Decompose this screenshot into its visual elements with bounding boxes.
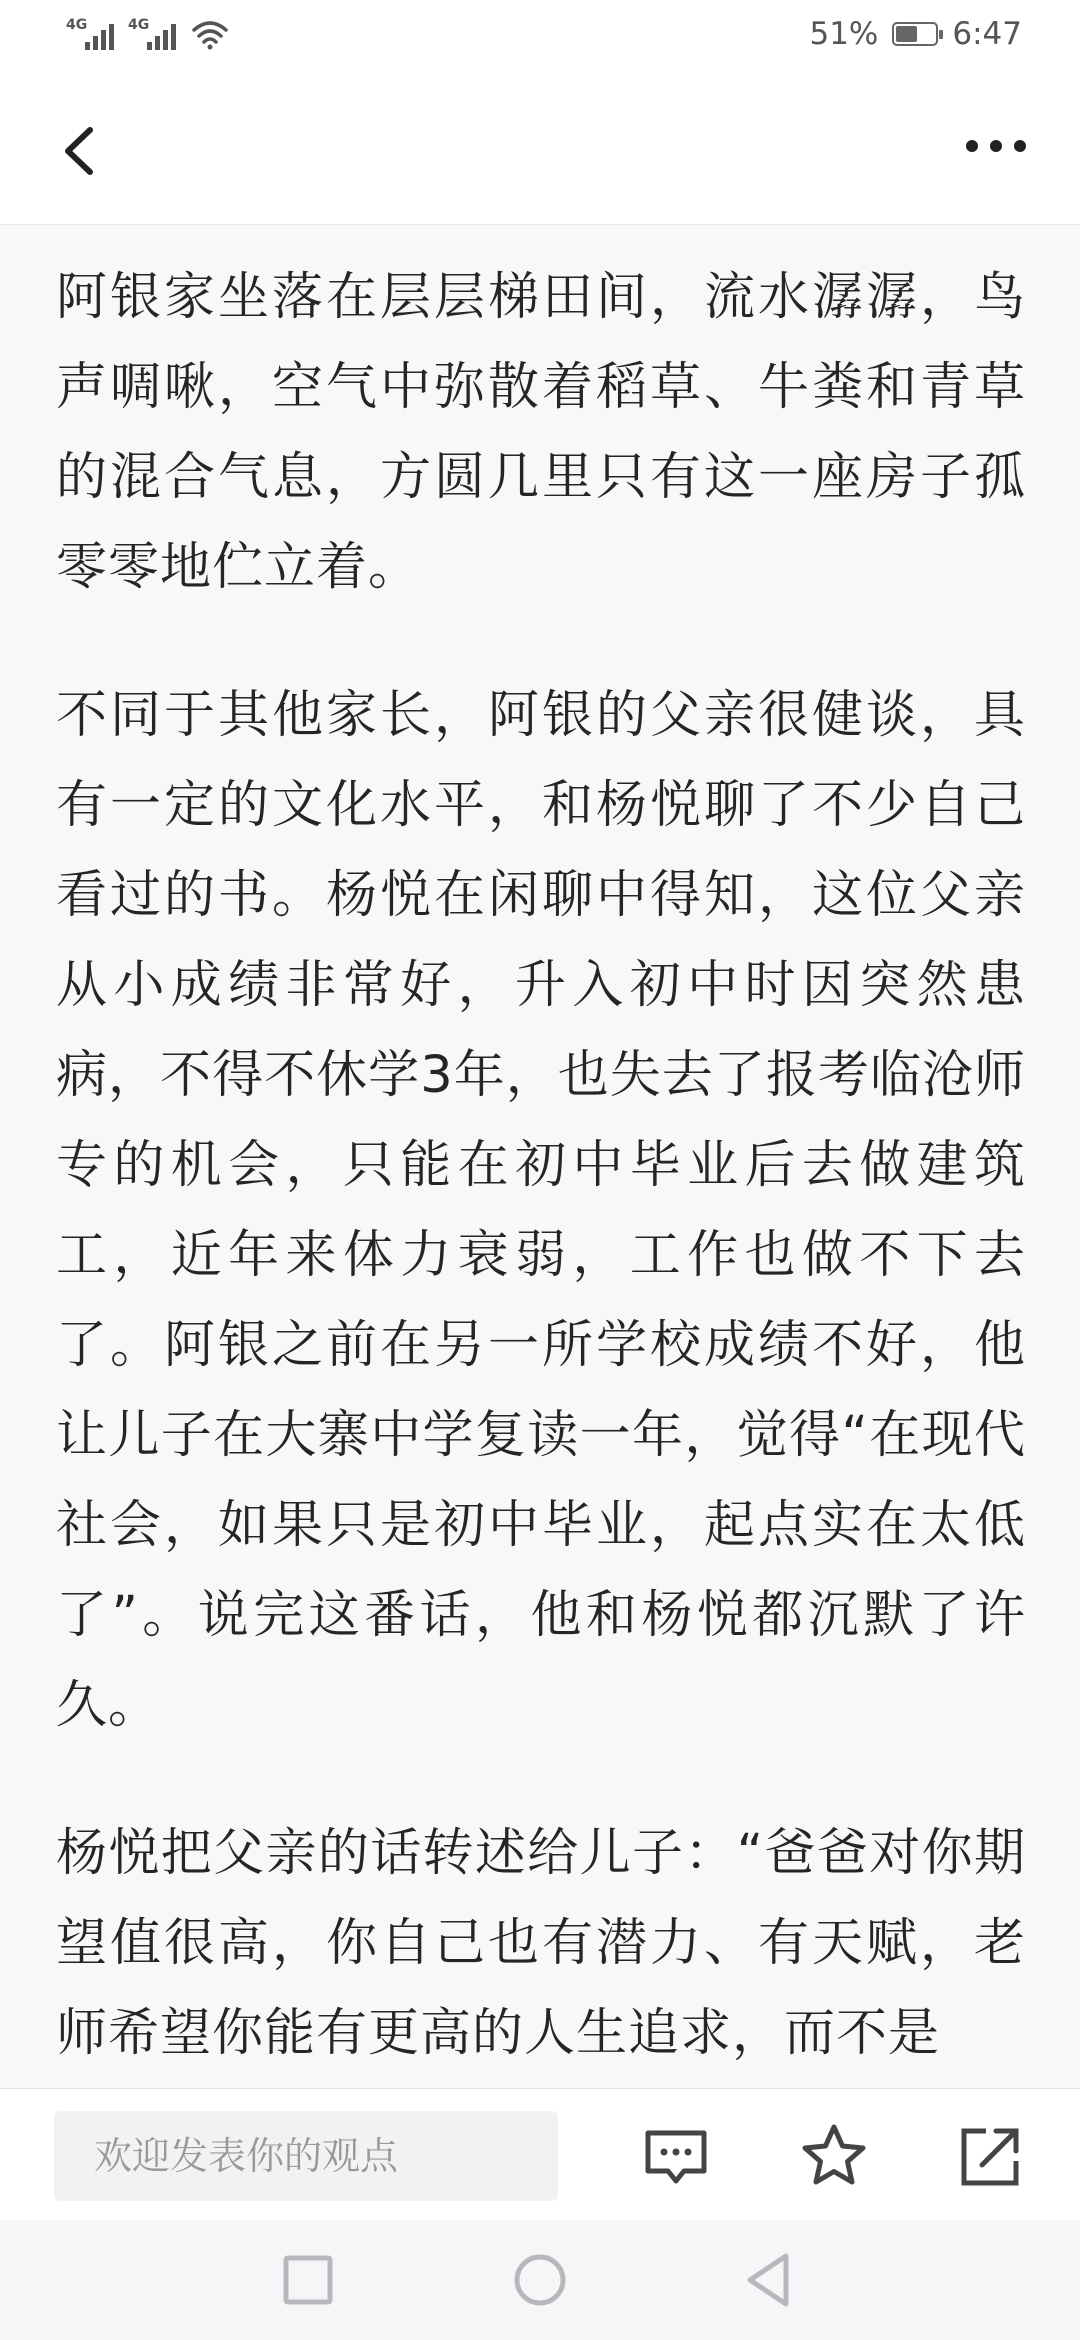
back-triangle-icon[interactable]: [738, 2248, 802, 2312]
network-type-label: 4G: [128, 17, 150, 33]
more-dots-icon[interactable]: [956, 116, 1036, 176]
wifi-icon: [190, 18, 230, 50]
status-bar: [0, 0, 1080, 72]
comment-icon[interactable]: [638, 2119, 714, 2195]
status-left: [66, 18, 230, 50]
star-icon[interactable]: [796, 2119, 872, 2195]
comment-input[interactable]: 欢迎发表你的观点: [54, 2111, 558, 2201]
article-paragraph: 杨悦把父亲的话转述给儿子：“爸爸对你期望值很高，你自己也有潜力、有天赋，老师希望你能有更高的人生追求，而不是: [56, 1824, 1026, 2063]
clock-time: 6:47: [952, 16, 1022, 52]
home-icon[interactable]: [508, 2248, 572, 2312]
share-icon[interactable]: [952, 2119, 1028, 2195]
article-body: [0, 225, 1080, 2088]
bottom-action-bar: [0, 2088, 1080, 2221]
system-navigation-bar: [0, 2220, 1080, 2340]
network-type-label: 4G: [66, 17, 88, 33]
signal-icon: [128, 18, 176, 50]
article-paragraph: 阿银家坐落在层层梯田间，流水潺潺，鸟声啁啾，空气中弥散着稻草、牛粪和青草的混合气息，方圆几里只有这一座房子孤零零地伫立着。: [56, 268, 1026, 597]
article-paragraph: 不同于其他家长，阿银的父亲很健谈，具有一定的文化水平，和杨悦聊了不少自己看过的书。杨悦在闲聊中得知，这位父亲从小成绩非常好，升入初中时因突然患病，不得不休学3年，也失去了报考临沧师专的机会，只能在初中毕业后去做建筑工，近年来体力衰弱，工作也做不下去了。阿银之前在另一所学校成绩不好，他让儿子在大寨中学复读一年，觉得“在现代社会，如果只是初中毕业，起点实在太低了”。说完这番话，他和杨悦都沉默了许久。: [56, 686, 1026, 1735]
back-arrow-icon[interactable]: [48, 116, 118, 186]
signal-icon: [66, 18, 114, 50]
status-right: [809, 16, 1022, 52]
top-navigation-bar: [0, 72, 1080, 225]
recent-apps-icon[interactable]: [276, 2248, 340, 2312]
battery-percent: 51%: [809, 16, 879, 52]
battery-icon: [892, 22, 938, 46]
